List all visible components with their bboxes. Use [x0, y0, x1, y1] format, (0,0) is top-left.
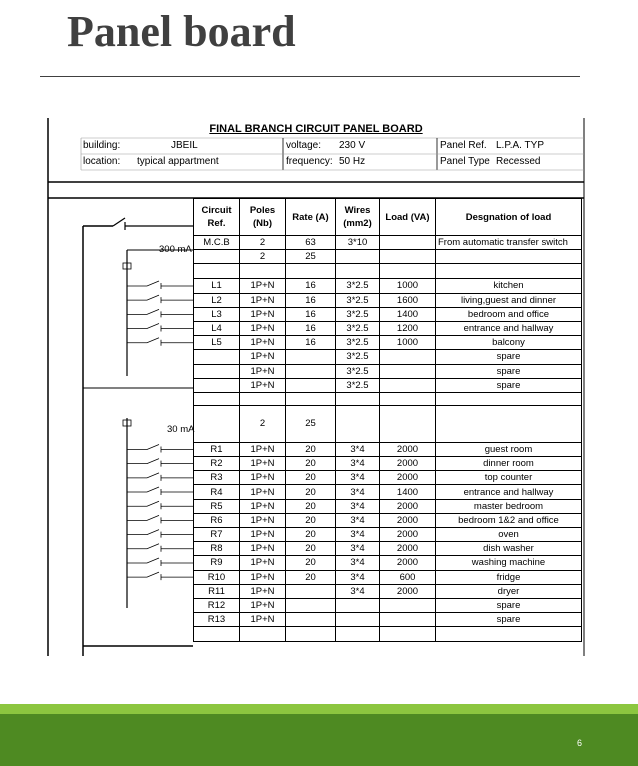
- cell-poles: 1P+N: [240, 584, 286, 598]
- cell-load: 1600: [380, 293, 436, 307]
- building-value: JBEIL: [171, 140, 198, 151]
- cell-wires: 3*4: [336, 485, 380, 499]
- cell-poles: 1P+N: [240, 457, 286, 471]
- title-divider: [40, 76, 580, 77]
- table-row: [194, 378, 582, 392]
- cell-poles: 1P+N: [240, 499, 286, 513]
- voltage-value: 230 V: [339, 140, 366, 151]
- cell-rate: 20: [286, 570, 336, 584]
- cell-rate: 25: [286, 405, 336, 442]
- cell-rate: [286, 613, 336, 627]
- cell-poles: 1P+N: [240, 556, 286, 570]
- slide-title: Panel board: [67, 7, 296, 56]
- rcd-30ma-row: [194, 405, 582, 442]
- cell-load: 1000: [380, 336, 436, 350]
- cell-wires: 3*4: [336, 513, 380, 527]
- cell-wires: 3*2.5: [336, 293, 380, 307]
- cell-poles: 1P+N: [240, 442, 286, 456]
- branch-breaker-line: [127, 324, 193, 329]
- cell-rate: [286, 364, 336, 378]
- cell-poles: 1P+N: [240, 598, 286, 612]
- header-load: Load (VA): [380, 199, 436, 236]
- cell-rate: 20: [286, 542, 336, 556]
- table-row: [194, 570, 582, 584]
- cell-wires: 3*4: [336, 499, 380, 513]
- cell-load: [380, 378, 436, 392]
- sheet-title: FINAL BRANCH CIRCUIT PANEL BOARD: [209, 123, 423, 135]
- cell-ref: R3: [194, 471, 240, 485]
- table-row: [194, 307, 582, 321]
- cell-ref: R11: [194, 584, 240, 598]
- cell-designation: spare: [436, 613, 582, 627]
- cell-ref: [194, 364, 240, 378]
- cell-poles: 1P+N: [240, 542, 286, 556]
- circuit-table: [193, 198, 582, 642]
- cell-poles: 1P+N: [240, 364, 286, 378]
- page-number: 6: [576, 738, 582, 748]
- header-wires: Wires (mm2): [336, 199, 380, 236]
- cell-load: 2000: [380, 471, 436, 485]
- frequency-label: frequency:: [286, 156, 333, 167]
- table-row: [194, 336, 582, 350]
- branch-breaker-line: [127, 515, 193, 520]
- cell-ref: R5: [194, 499, 240, 513]
- cell-ref: [194, 378, 240, 392]
- cell-load: 600: [380, 570, 436, 584]
- cell-wires: 3*4: [336, 442, 380, 456]
- cell-designation: oven: [436, 528, 582, 542]
- cell-ref: M.C.B: [194, 236, 240, 250]
- cell-designation: entrance and hallway: [436, 321, 582, 335]
- cell-load: 1400: [380, 307, 436, 321]
- cell-ref: L4: [194, 321, 240, 335]
- header-poles: Poles (Nb): [240, 199, 286, 236]
- cell-rate: [286, 584, 336, 598]
- branch-breaker-line: [127, 558, 193, 563]
- cell-rate: 20: [286, 442, 336, 456]
- branch-breaker-line: [127, 459, 193, 464]
- cell-load: [380, 598, 436, 612]
- cell-designation: balcony: [436, 336, 582, 350]
- branch-breaker-line: [127, 281, 193, 286]
- table-row: [194, 556, 582, 570]
- cell-rate: 16: [286, 279, 336, 293]
- table-row: [194, 471, 582, 485]
- table-header-row: [194, 199, 582, 236]
- cell-wires: 3*4: [336, 471, 380, 485]
- receptacle-circuits: [194, 442, 582, 626]
- panel-ref-value: L.P.A. TYP: [496, 140, 544, 151]
- cell-load: 2000: [380, 528, 436, 542]
- rcd-300ma-row: [194, 250, 582, 264]
- table-row: [194, 598, 582, 612]
- cell-wires: 3*2.5: [336, 279, 380, 293]
- cell-rate: 20: [286, 471, 336, 485]
- table-row: [194, 321, 582, 335]
- header-designation: Desgnation of load: [436, 199, 582, 236]
- table-row: [194, 513, 582, 527]
- cell-rate: 20: [286, 528, 336, 542]
- cell-designation: fridge: [436, 570, 582, 584]
- cell-load: 1200: [380, 321, 436, 335]
- cell-designation: From automatic transfer switch: [436, 236, 582, 250]
- cell-ref: R13: [194, 613, 240, 627]
- cell-designation: spare: [436, 364, 582, 378]
- panel-type-label: Panel Type: [440, 156, 490, 167]
- cell-poles: 1P+N: [240, 279, 286, 293]
- blank-row: [194, 264, 582, 279]
- branch-breaker-line: [127, 487, 193, 492]
- cell-rate: 20: [286, 485, 336, 499]
- branch-breaker-line: [127, 544, 193, 549]
- cell-ref: R2: [194, 457, 240, 471]
- branch-breaker-line: [127, 473, 193, 478]
- cell-designation: spare: [436, 350, 582, 364]
- location-value: typical appartment: [137, 156, 219, 167]
- cell-ref: [194, 350, 240, 364]
- footer-bar: [0, 704, 638, 766]
- cell-poles: 1P+N: [240, 485, 286, 499]
- cell-rate: 25: [286, 250, 336, 264]
- rcd-300ma-label: 300 mA: [159, 244, 192, 255]
- cell-wires: 3*4: [336, 457, 380, 471]
- panel-ref-label: Panel Ref.: [440, 140, 487, 151]
- cell-load: 2000: [380, 584, 436, 598]
- cell-designation: kitchen: [436, 279, 582, 293]
- cell-designation: spare: [436, 598, 582, 612]
- table-row: [194, 442, 582, 456]
- cell-wires: 3*2.5: [336, 364, 380, 378]
- cell-ref: R4: [194, 485, 240, 499]
- cell-wires: 3*4: [336, 570, 380, 584]
- cell-poles: 1P+N: [240, 471, 286, 485]
- cell-load: 2000: [380, 499, 436, 513]
- cell-designation: dryer: [436, 584, 582, 598]
- table-row: [194, 499, 582, 513]
- header-rate: Rate (A): [286, 199, 336, 236]
- cell-rate: [286, 378, 336, 392]
- branch-breaker-line: [127, 309, 193, 314]
- cell-rate: 63: [286, 236, 336, 250]
- branch-breaker-line: [127, 501, 193, 506]
- cell-poles: 1P+N: [240, 528, 286, 542]
- cell-poles: 2: [240, 405, 286, 442]
- voltage-label: voltage:: [286, 140, 322, 151]
- cell-designation: bedroom and office: [436, 307, 582, 321]
- cell-rate: 20: [286, 556, 336, 570]
- cell-wires: 3*4: [336, 542, 380, 556]
- cell-designation: master bedroom: [436, 499, 582, 513]
- blank-row: [194, 627, 582, 642]
- cell-ref: R10: [194, 570, 240, 584]
- cell-rate: [286, 598, 336, 612]
- cell-wires: 3*10: [336, 236, 380, 250]
- cell-load: [380, 364, 436, 378]
- cell-rate: 20: [286, 513, 336, 527]
- cell-rate: 16: [286, 293, 336, 307]
- table-row: [194, 613, 582, 627]
- cell-load: 2000: [380, 556, 436, 570]
- cell-designation: dinner room: [436, 457, 582, 471]
- cell-wires: 3*4: [336, 556, 380, 570]
- footer-accent: [0, 704, 638, 714]
- cell-designation: top counter: [436, 471, 582, 485]
- cell-designation: living,guest and dinner: [436, 293, 582, 307]
- cell-load: 2000: [380, 513, 436, 527]
- cell-poles: 1P+N: [240, 307, 286, 321]
- cell-wires: [336, 598, 380, 612]
- table-row: [194, 350, 582, 364]
- cell-wires: 3*4: [336, 584, 380, 598]
- cell-load: [380, 613, 436, 627]
- cell-load: 2000: [380, 542, 436, 556]
- cell-rate: 16: [286, 307, 336, 321]
- branch-breaker-line: [127, 572, 193, 577]
- frequency-value: 50 Hz: [339, 156, 366, 167]
- branch-breaker-line: [127, 338, 193, 343]
- cell-wires: 3*2.5: [336, 378, 380, 392]
- cell-rate: [286, 350, 336, 364]
- cell-wires: 3*2.5: [336, 336, 380, 350]
- cell-poles: 1P+N: [240, 513, 286, 527]
- cell-ref: L5: [194, 336, 240, 350]
- rcd-30ma-label: 30 mA: [167, 424, 195, 435]
- cell-designation: entrance and hallway: [436, 485, 582, 499]
- cell-rate: 16: [286, 336, 336, 350]
- cell-load: 2000: [380, 457, 436, 471]
- cell-load: 1400: [380, 485, 436, 499]
- cell-poles: 1P+N: [240, 321, 286, 335]
- cell-load: 2000: [380, 442, 436, 456]
- cell-load: [380, 350, 436, 364]
- cell-load: 1000: [380, 279, 436, 293]
- panel-type-value: Recessed: [496, 156, 541, 167]
- branch-breaker-line: [127, 295, 193, 300]
- cell-ref: R7: [194, 528, 240, 542]
- cell-poles: 1P+N: [240, 336, 286, 350]
- panel-board-sheet: [47, 118, 585, 656]
- cell-wires: 3*2.5: [336, 350, 380, 364]
- branch-breaker-line: [127, 530, 193, 535]
- table-row: [194, 584, 582, 598]
- cell-designation: washing machine: [436, 556, 582, 570]
- table-row: [194, 457, 582, 471]
- cell-wires: 3*2.5: [336, 307, 380, 321]
- cell-rate: 16: [286, 321, 336, 335]
- table-row: [194, 542, 582, 556]
- cell-wires: 3*2.5: [336, 321, 380, 335]
- cell-designation: dish washer: [436, 542, 582, 556]
- table-row: [194, 528, 582, 542]
- cell-ref: R8: [194, 542, 240, 556]
- cell-wires: [336, 613, 380, 627]
- header-circuit-ref: Circuit Ref.: [194, 199, 240, 236]
- mcb-row: [194, 236, 582, 250]
- cell-poles: 2: [240, 236, 286, 250]
- cell-poles: 1P+N: [240, 570, 286, 584]
- cell-designation: spare: [436, 378, 582, 392]
- table-row: [194, 279, 582, 293]
- cell-wires: 3*4: [336, 528, 380, 542]
- cell-load: [380, 236, 436, 250]
- cell-poles: 2: [240, 250, 286, 264]
- table-row: [194, 485, 582, 499]
- cell-poles: 1P+N: [240, 350, 286, 364]
- cell-ref: L1: [194, 279, 240, 293]
- cell-ref: R12: [194, 598, 240, 612]
- table-row: [194, 364, 582, 378]
- cell-poles: 1P+N: [240, 613, 286, 627]
- lighting-circuits: [194, 279, 582, 393]
- cell-rate: 20: [286, 499, 336, 513]
- cell-designation: bedroom 1&2 and office: [436, 513, 582, 527]
- cell-poles: 1P+N: [240, 378, 286, 392]
- cell-ref: L3: [194, 307, 240, 321]
- cell-poles: 1P+N: [240, 293, 286, 307]
- cell-rate: 20: [286, 457, 336, 471]
- table-row: [194, 293, 582, 307]
- cell-ref: L2: [194, 293, 240, 307]
- branch-breaker-line: [127, 444, 193, 449]
- location-label: location:: [83, 156, 121, 167]
- cell-ref: R6: [194, 513, 240, 527]
- cell-ref: R1: [194, 442, 240, 456]
- cell-ref: R9: [194, 556, 240, 570]
- cell-designation: guest room: [436, 442, 582, 456]
- blank-row: [194, 392, 582, 405]
- building-label: building:: [83, 140, 121, 151]
